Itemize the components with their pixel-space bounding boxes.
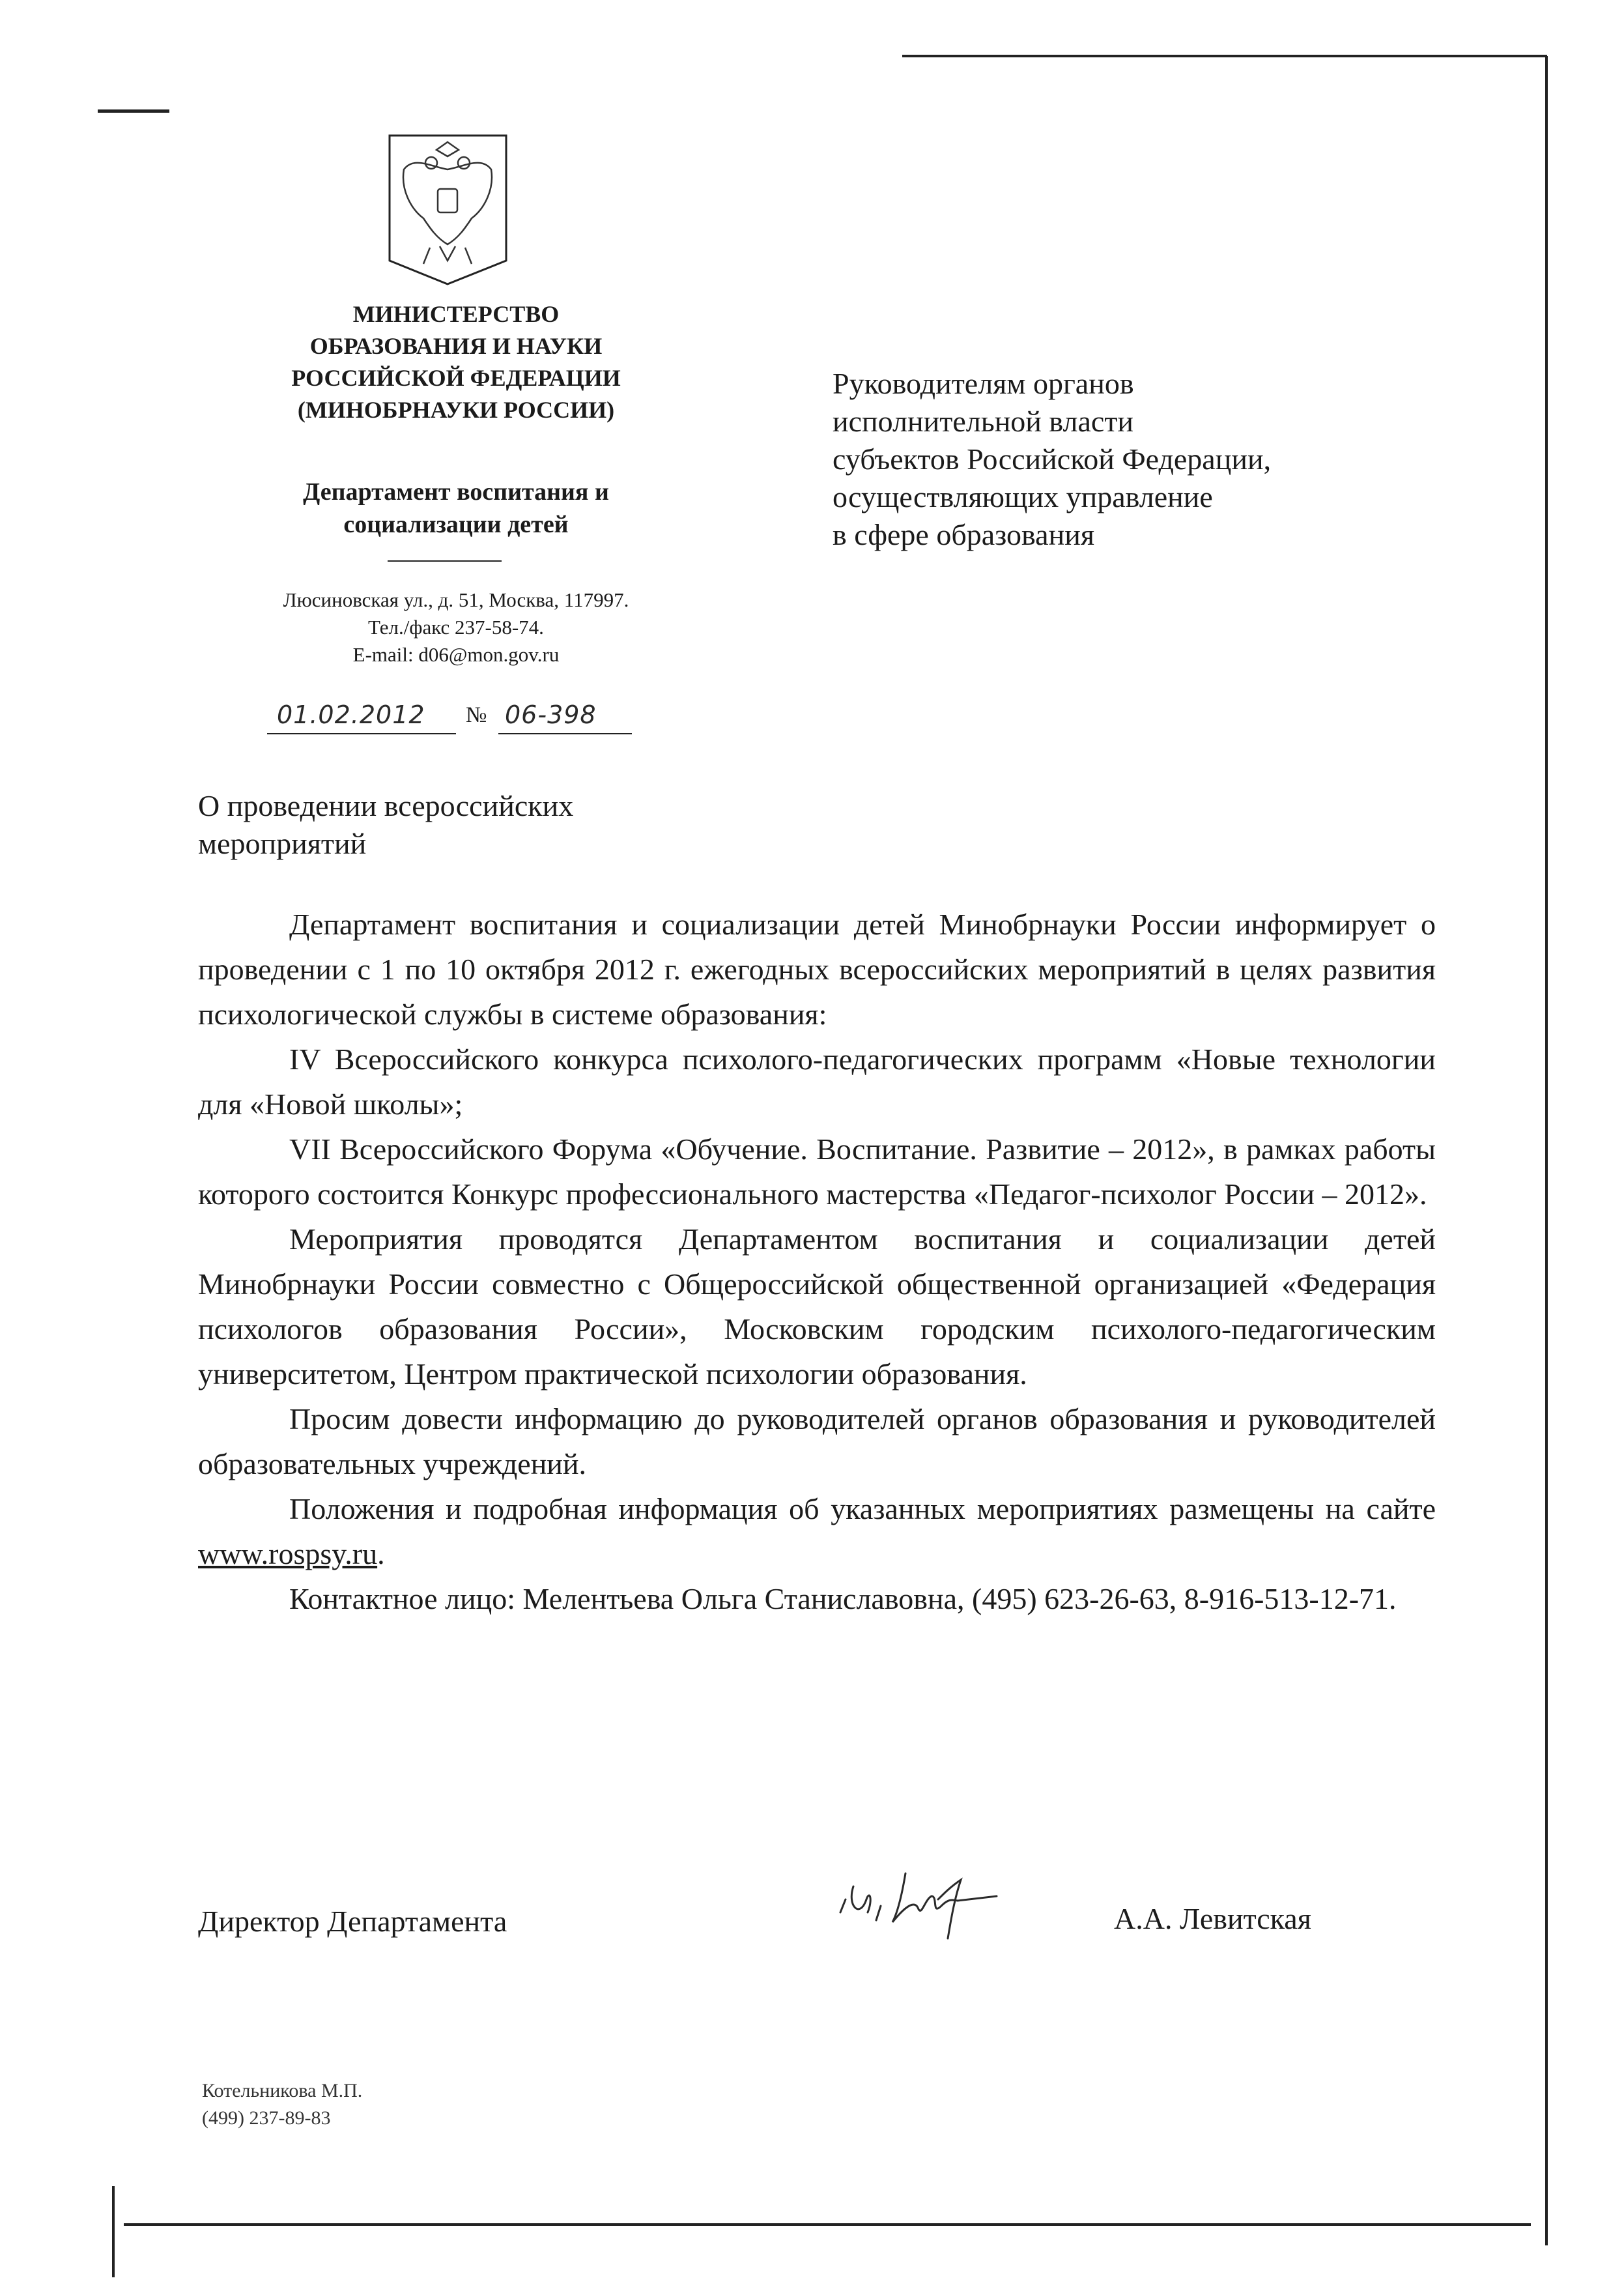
ministry-name: МИНИСТЕРСТВО ОБРАЗОВАНИЯ И НАУКИ РОССИЙСКОЙ ФЕДЕРАЦИИ (МИНОБРНАУКИ РОССИИ): [291, 301, 621, 423]
date-underline: [267, 733, 456, 734]
paragraph: VII Всероссийского Форума «Обучение. Воспитание. Развитие – 2012», в рамках работы которого состоится Конкурс профессионального мастерства «Педагог-психолог России – 2012».: [198, 1132, 1436, 1211]
handwritten-signature: [827, 1860, 1088, 1945]
paragraph: Просим довести информацию до руководителей органов образования и руководителей образовательных учреждений.: [198, 1402, 1436, 1480]
scan-border-bottom: [124, 2223, 1531, 2226]
document-date: 01.02.2012: [277, 700, 425, 729]
paragraph: Мероприятия проводятся Департаментом воспитания и социализации детей Минобрнауки России совместно с Общероссийской общественной организацией «Федерация психологов образования России», Московским городским психолого-педагогическим университетом, Центром практической психологии образования.: [198, 1222, 1436, 1390]
signatory-title: Директор Департамента: [198, 1905, 507, 1938]
department-name: Департамент воспитания и социализации детей: [303, 478, 609, 538]
paragraph: IV Всероссийского конкурса психолого-педагогических программ «Новые технологии для «Новой школы»;: [198, 1043, 1436, 1121]
scan-mark: [98, 109, 169, 113]
registration-number: 06-398: [505, 700, 597, 729]
website-link[interactable]: www.rospsy.ru: [198, 1537, 378, 1570]
letter-subject: О проведении всероссийских мероприятий: [198, 789, 574, 860]
paragraph: Контактное лицо: Мелентьева Ольга Станиславовна, (495) 623-26-63, 8-916-513-12-71.: [289, 1582, 1397, 1615]
letterhead-divider: [388, 560, 502, 562]
number-sign: №: [466, 703, 487, 727]
scan-border-right: [1545, 56, 1548, 2245]
scan-border-left: [112, 2186, 115, 2277]
executor-block: [202, 2077, 362, 2132]
number-underline: [498, 733, 632, 734]
paragraph: Департамент воспитания и социализации детей Минобрнауки России информирует о проведении с 1 по 10 октября 2012 г. ежегодных всероссийских мероприятий в целях развития психологической службы в системе образования:: [198, 908, 1436, 1031]
contact-block: [169, 586, 743, 669]
scan-border-top: [902, 55, 1547, 57]
paragraph: Положения и подробная информация об указанных мероприятиях размещены на сайте www.rospsy.ru.: [198, 1492, 1436, 1570]
recipient-block: Руководителям органов исполнительной власти субъектов Российской Федерации, осуществляющих управление в сфере образования: [833, 367, 1272, 551]
email: E-mail: d06@mon.gov.ru: [352, 643, 560, 666]
executor-name: Котельникова М.П.: [202, 2080, 363, 2101]
executor-phone: (499) 237-89-83: [202, 2107, 331, 2129]
address: Люсиновская ул., д. 51, Москва, 117997.: [283, 588, 629, 611]
phone-fax: Тел./факс 237-58-74.: [368, 616, 544, 639]
signatory-name: А.А. Левитская: [1114, 1902, 1311, 1935]
registration-line: [267, 700, 632, 740]
coat-of-arms-icon: [384, 130, 511, 287]
letter-body: [198, 902, 1436, 1621]
